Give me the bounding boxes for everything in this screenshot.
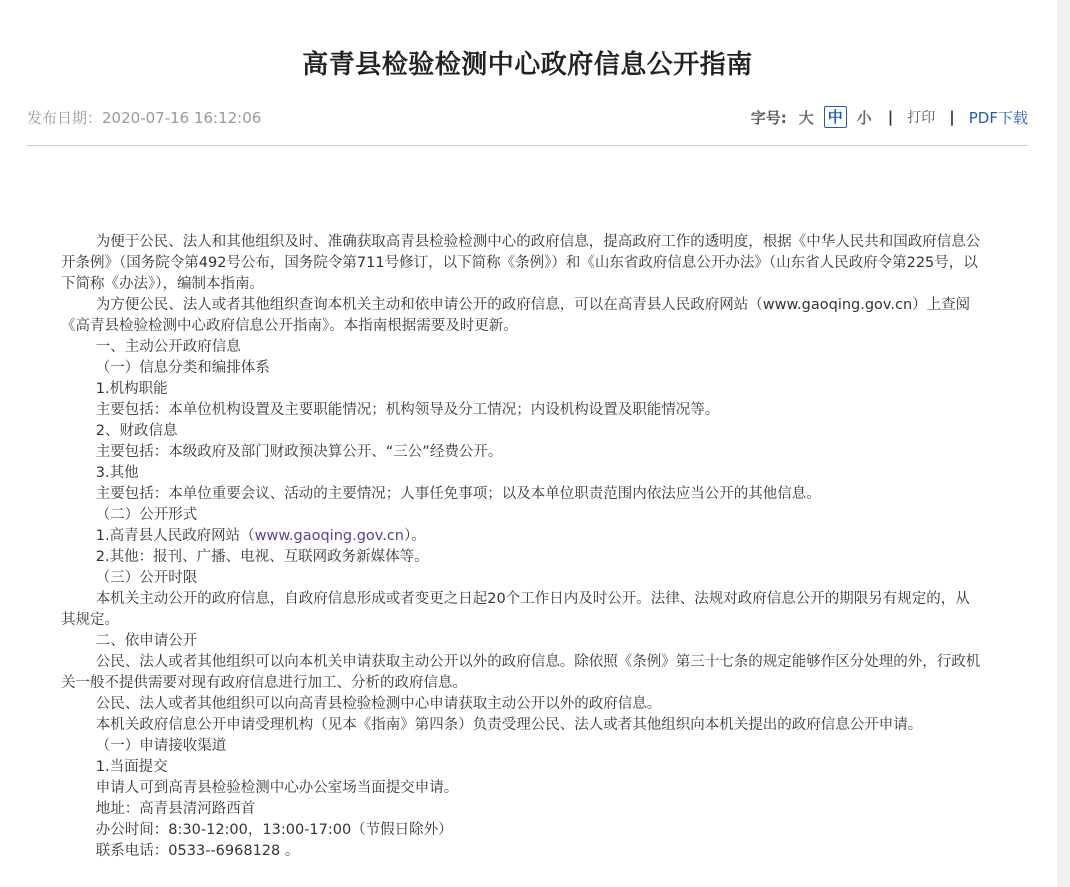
subsection-heading: （一）申请接收渠道 (95, 738, 227, 754)
category-desc: 主要包括：本级政府及部门财政预决算公开、“三公”经费公开。 (95, 444, 503, 460)
publish-form-1-prefix: 1.高青县人民政府网站（ (95, 528, 255, 544)
channel-title: 1.当面提交 (95, 759, 168, 775)
publish-form-1 (61, 526, 983, 547)
subsection-heading: （一）信息分类和编排体系 (95, 360, 270, 376)
meta-row (27, 104, 1028, 130)
page-title: 高青县检验检测中心政府信息公开指南 (302, 50, 753, 80)
time-limit-paragraph: 本机关主动公开的政府信息，自政府信息形成或者变更之日起20个工作日内及时公开。法律、法规对政府信息公开的期限另有规定的，从其规定。 (61, 591, 970, 628)
toolbar-separator: | (887, 108, 894, 126)
category-title: 1.机构职能 (95, 381, 168, 397)
header-divider (27, 145, 1028, 146)
apply-paragraph-2: 公民、法人或者其他组织可以向高青县检验检测中心申请获取主动公开以外的政府信息。 (95, 696, 662, 712)
category-title: 3.其他 (95, 465, 139, 481)
font-size-large-button[interactable]: 大 (798, 108, 814, 127)
print-button[interactable]: 打印 (907, 110, 936, 126)
subsection-heading: （三）公开时限 (95, 570, 198, 586)
office-hours: 办公时间：8:30-12:00，13:00-17:00（节假日除外） (95, 822, 453, 838)
scrollbar-track[interactable] (1057, 0, 1070, 887)
intro-paragraph: 为便于公民、法人和其他组织及时、准确获取高青县检验检测中心的政府信息，提高政府工作的透明度，根据《中华人民共和国政府信息公开条例》（国务院令第492号公布，国务院令第711号修订，以下简称《条例》）和《山东省政府信息公开办法》（山东省人民政府令第225号，以下简称《办法》），编制本指南。 (61, 234, 981, 292)
publish-label: 发布日期： (27, 109, 103, 127)
apply-paragraph-1: 公民、法人或者其他组织可以向本机关申请获取主动公开以外的政府信息。除依照《条例》第三十七条的规定能够作区分处理的外，行政机关一般不提供需要对现有政府信息进行加工、分析的政府信息。 (61, 654, 981, 691)
category-title: 2、财政信息 (95, 423, 178, 439)
toolbar-separator: | (949, 108, 955, 126)
subsection-heading: （二）公开形式 (95, 507, 198, 523)
pdf-download-link[interactable]: PDF下载 (968, 108, 1028, 127)
office-address: 地址：高青县清河路西首 (95, 801, 256, 817)
contact-phone: 联系电话：0533--6968128 。 (95, 843, 300, 859)
gov-website-link[interactable]: www.gaoqing.gov.cn (254, 528, 404, 544)
publish-form-2: 2.其他：报刊、广播、电视、互联网政务新媒体等。 (95, 549, 429, 565)
publish-date (27, 107, 261, 128)
category-desc: 主要包括：本单位重要会议、活动的主要情况；人事任免事项；以及本单位职责范围内依法应当公开的其他信息。 (95, 486, 821, 502)
article-body (61, 232, 983, 862)
category-desc: 主要包括：本单位机构设置及主要职能情况；机构领导及分工情况；内设机构设置及职能情况等。 (95, 402, 720, 418)
intro-paragraph-2: 为方便公民、法人或者其他组织查询本机关主动和依申请公开的政府信息，可以在高青县人民政府网站（www.gaoqing.gov.cn）上查阅《高青县检验检测中心政府信息公开指南》。本指南根据需要及时更新。 (61, 297, 971, 334)
publish-date-value: 2020-07-16 16:12:06 (102, 109, 262, 127)
channel-desc: 申请人可到高青县检验检测中心办公室场当面提交申请。 (95, 780, 459, 796)
section-heading-1: 一、主动公开政府信息 (95, 339, 241, 355)
publish-form-1-suffix: ）。 (404, 528, 426, 544)
section-heading-2: 二、依申请公开 (95, 633, 198, 649)
font-size-small-button[interactable]: 小 (856, 108, 872, 127)
article-toolbar (751, 104, 1028, 130)
font-size-medium-button[interactable]: 中 (824, 106, 847, 128)
font-size-label: 字号: (750, 108, 787, 127)
apply-paragraph-3: 本机关政府信息公开申请受理机构（见本《指南》第四条）负责受理公民、法人或者其他组织向本机关提出的政府信息公开申请。 (95, 717, 923, 733)
